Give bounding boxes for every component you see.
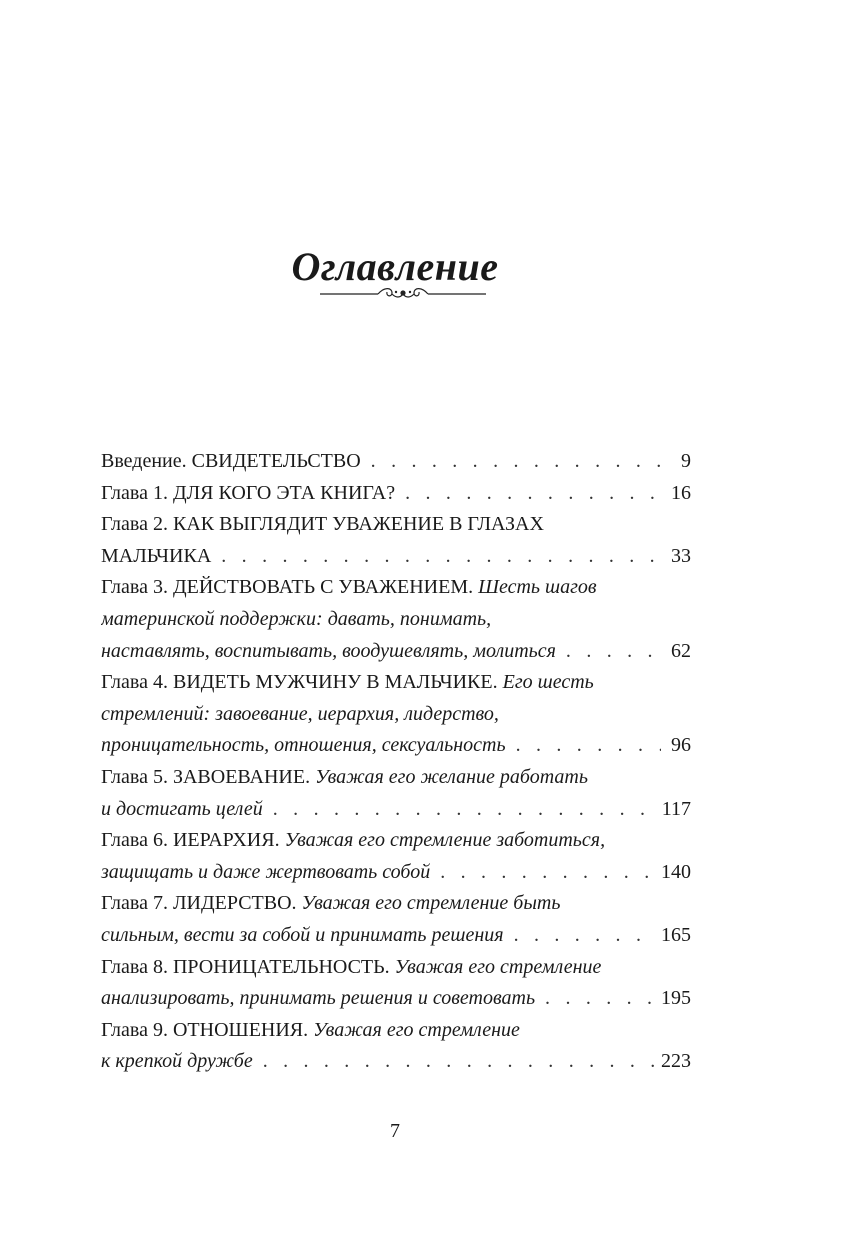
toc-entry-line — [101, 857, 691, 889]
toc-page-number: 9 — [681, 450, 691, 472]
toc-page-number: 16 — [671, 481, 691, 504]
toc-entry — [101, 952, 691, 1015]
toc-subtitle: наставлять, воспитывать, воодушевлять, молиться — [101, 639, 556, 662]
toc-entry-text — [101, 983, 535, 1015]
toc-entry — [101, 1015, 691, 1078]
toc-chapter-title: Глава 5. ЗАВОЕВАНИЕ. — [101, 765, 316, 788]
toc-subtitle: защищать и даже жертвовать собой — [101, 860, 431, 883]
toc-entry-line — [101, 541, 691, 573]
toc-subtitle: сильным, вести за собой и принимать решения — [101, 923, 504, 946]
toc-entry-line — [101, 636, 691, 668]
toc-entry-text — [101, 478, 395, 510]
toc-entry-text — [101, 608, 491, 630]
toc-chapter-title: Глава 2. КАК ВЫГЛЯДИТ УВАЖЕНИЕ В ГЛАЗАХ — [101, 513, 544, 536]
toc-page-number: 195 — [661, 987, 691, 1010]
toc-entry-line — [101, 509, 691, 541]
dot-leader — [371, 446, 661, 478]
table-of-contents — [101, 446, 691, 1078]
toc-entry-text — [101, 857, 430, 889]
toc-entry-text — [101, 892, 560, 914]
toc-chapter-title: Глава 3. ДЕЙСТВОВАТЬ С УВАЖЕНИЕМ. — [101, 576, 479, 599]
toc-chapter-title: Глава 1. ДЛЯ КОГО ЭТА КНИГА? — [101, 481, 396, 504]
dot-leader — [263, 1046, 655, 1078]
toc-entry-line — [101, 572, 691, 604]
toc-chapter-title: МАЛЬЧИКА — [101, 544, 212, 567]
toc-subtitle: Шесть шагов — [478, 576, 597, 599]
toc-entry-line — [101, 983, 691, 1015]
toc-entry-text — [101, 1046, 253, 1078]
toc-entry — [101, 762, 691, 825]
dot-leader — [221, 541, 661, 573]
toc-entry-text — [101, 730, 506, 762]
toc-chapter-title: Глава 8. ПРОНИЦАТЕЛЬНОСТЬ. — [101, 955, 395, 978]
dot-leader — [273, 794, 656, 826]
toc-entry-line — [101, 1015, 691, 1047]
toc-subtitle: Его шесть — [502, 671, 594, 694]
toc-entry-text — [101, 541, 211, 573]
toc-chapter-title: Глава 9. ОТНОШЕНИЯ. — [101, 1018, 314, 1041]
toc-subtitle: Уважая его стремление заботиться, — [284, 829, 606, 852]
toc-entry-text — [101, 576, 597, 598]
toc-page-number: 165 — [661, 923, 691, 946]
toc-entry-line — [101, 920, 691, 952]
toc-entry — [101, 825, 691, 888]
toc-entry-line — [101, 825, 691, 857]
toc-page-number: 117 — [661, 797, 691, 820]
toc-entry-line — [101, 952, 691, 984]
toc-page-number: 140 — [661, 860, 691, 883]
toc-entry-text — [101, 920, 504, 952]
toc-chapter-title: Глава 6. ИЕРАРХИЯ. — [101, 829, 285, 852]
toc-subtitle: Уважая его стремление — [313, 1018, 520, 1041]
toc-entry-line — [101, 1046, 691, 1078]
toc-chapter-title: Глава 7. ЛИДЕРСТВО. — [101, 892, 302, 915]
toc-entry-line — [101, 478, 691, 510]
toc-page-number: 33 — [671, 544, 691, 567]
toc-subtitle: и достигать целей — [101, 797, 263, 820]
toc-entry-text — [101, 766, 588, 788]
toc-entry — [101, 888, 691, 951]
toc-entry-line — [101, 604, 691, 636]
toc-entry-text — [101, 703, 499, 725]
toc-subtitle: материнской поддержки: давать, понимать, — [101, 607, 492, 630]
toc-entry-line — [101, 888, 691, 920]
toc-entry — [101, 667, 691, 762]
toc-entry — [101, 478, 691, 510]
toc-entry-text — [101, 829, 605, 851]
toc-entry-line — [101, 794, 691, 826]
dot-leader — [514, 920, 655, 952]
toc-entry-text — [101, 794, 263, 826]
toc-page-number: 96 — [671, 734, 691, 757]
toc-chapter-title: Введение. СВИДЕТЕЛЬСТВО — [101, 450, 361, 472]
toc-entry — [101, 572, 691, 667]
toc-subtitle: Уважая его стремление быть — [301, 892, 561, 915]
page-number: 7 — [390, 1120, 400, 1142]
toc-entry — [101, 509, 691, 572]
toc-entry-text — [101, 1019, 520, 1041]
page-title: Оглавление — [291, 243, 499, 289]
dot-leader — [545, 983, 655, 1015]
dot-leader — [440, 857, 655, 889]
toc-entry-line — [101, 446, 691, 478]
toc-entry-text — [101, 636, 556, 668]
toc-entry-text — [101, 446, 361, 478]
toc-entry-text — [101, 671, 594, 693]
toc-subtitle: анализировать, принимать решения и советовать — [101, 987, 536, 1010]
toc-entry-line — [101, 762, 691, 794]
toc-entry — [101, 446, 691, 478]
toc-subtitle: Уважая его желание работать — [315, 765, 588, 788]
toc-subtitle: стремлений: завоевание, иерархия, лидерство, — [101, 702, 499, 725]
toc-entry-text — [101, 956, 601, 978]
dot-leader — [566, 636, 661, 668]
toc-entry-line — [101, 667, 691, 699]
ornament-divider-icon — [318, 284, 488, 304]
dot-leader — [516, 730, 661, 762]
toc-entry-text — [101, 513, 544, 535]
toc-entry-line — [101, 699, 691, 731]
toc-page-number: 223 — [661, 1050, 691, 1073]
toc-chapter-title: Глава 4. ВИДЕТЬ МУЖЧИНУ В МАЛЬЧИКЕ. — [101, 671, 503, 694]
toc-entry-line — [101, 730, 691, 762]
toc-subtitle: к крепкой дружбе — [101, 1050, 253, 1073]
toc-subtitle: проницательность, отношения, сексуальность — [101, 734, 506, 757]
toc-page-number: 62 — [671, 639, 691, 662]
dot-leader — [405, 478, 661, 510]
toc-subtitle: Уважая его стремление — [394, 955, 602, 978]
